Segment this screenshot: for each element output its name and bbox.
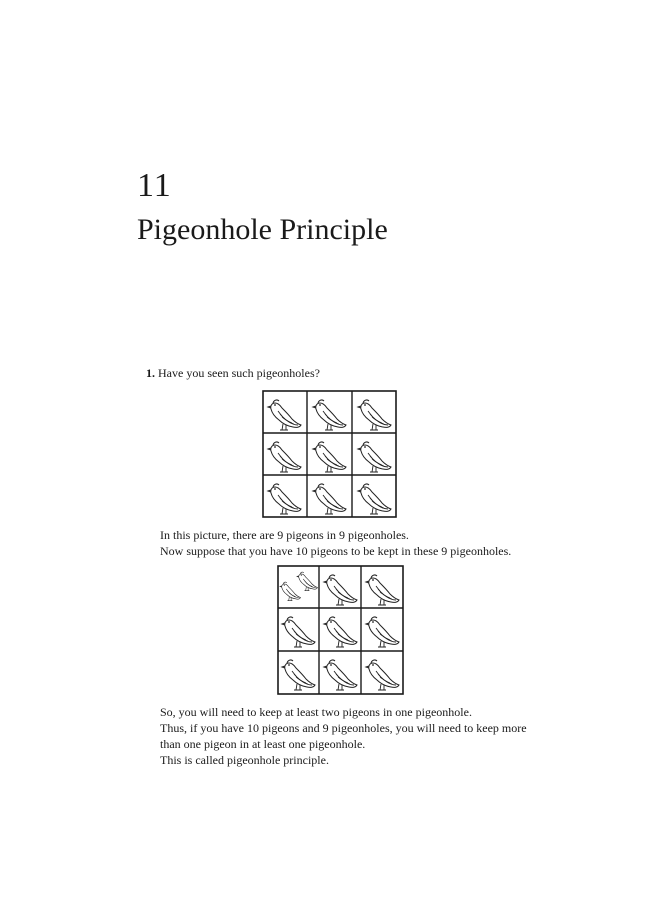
question-line [146,365,320,381]
paragraph-4: Thus, if you have 10 pigeons and 9 pigeonholes, you will need to keep more than one pigeon in at least one pigeonhole. [160,721,527,751]
question-text: Have you seen such pigeonholes? [158,366,320,380]
paragraph-1: In this picture, there are 9 pigeons in 9 pigeonholes. [160,528,409,542]
pigeonhole-figure-1 [262,390,398,520]
paragraph-3: So, you will need to keep at least two pigeons in one pigeonhole. [160,705,472,719]
chapter-number: 11 [137,167,172,204]
paragraph-2: Now suppose that you have 10 pigeons to be kept in these 9 pigeonholes. [160,544,512,558]
paragraph-5: This is called pigeonhole principle. [160,753,329,767]
pigeonhole-figure-2 [277,565,405,697]
chapter-title: Pigeonhole Principle [137,213,388,246]
question-number: 1. [146,366,155,380]
